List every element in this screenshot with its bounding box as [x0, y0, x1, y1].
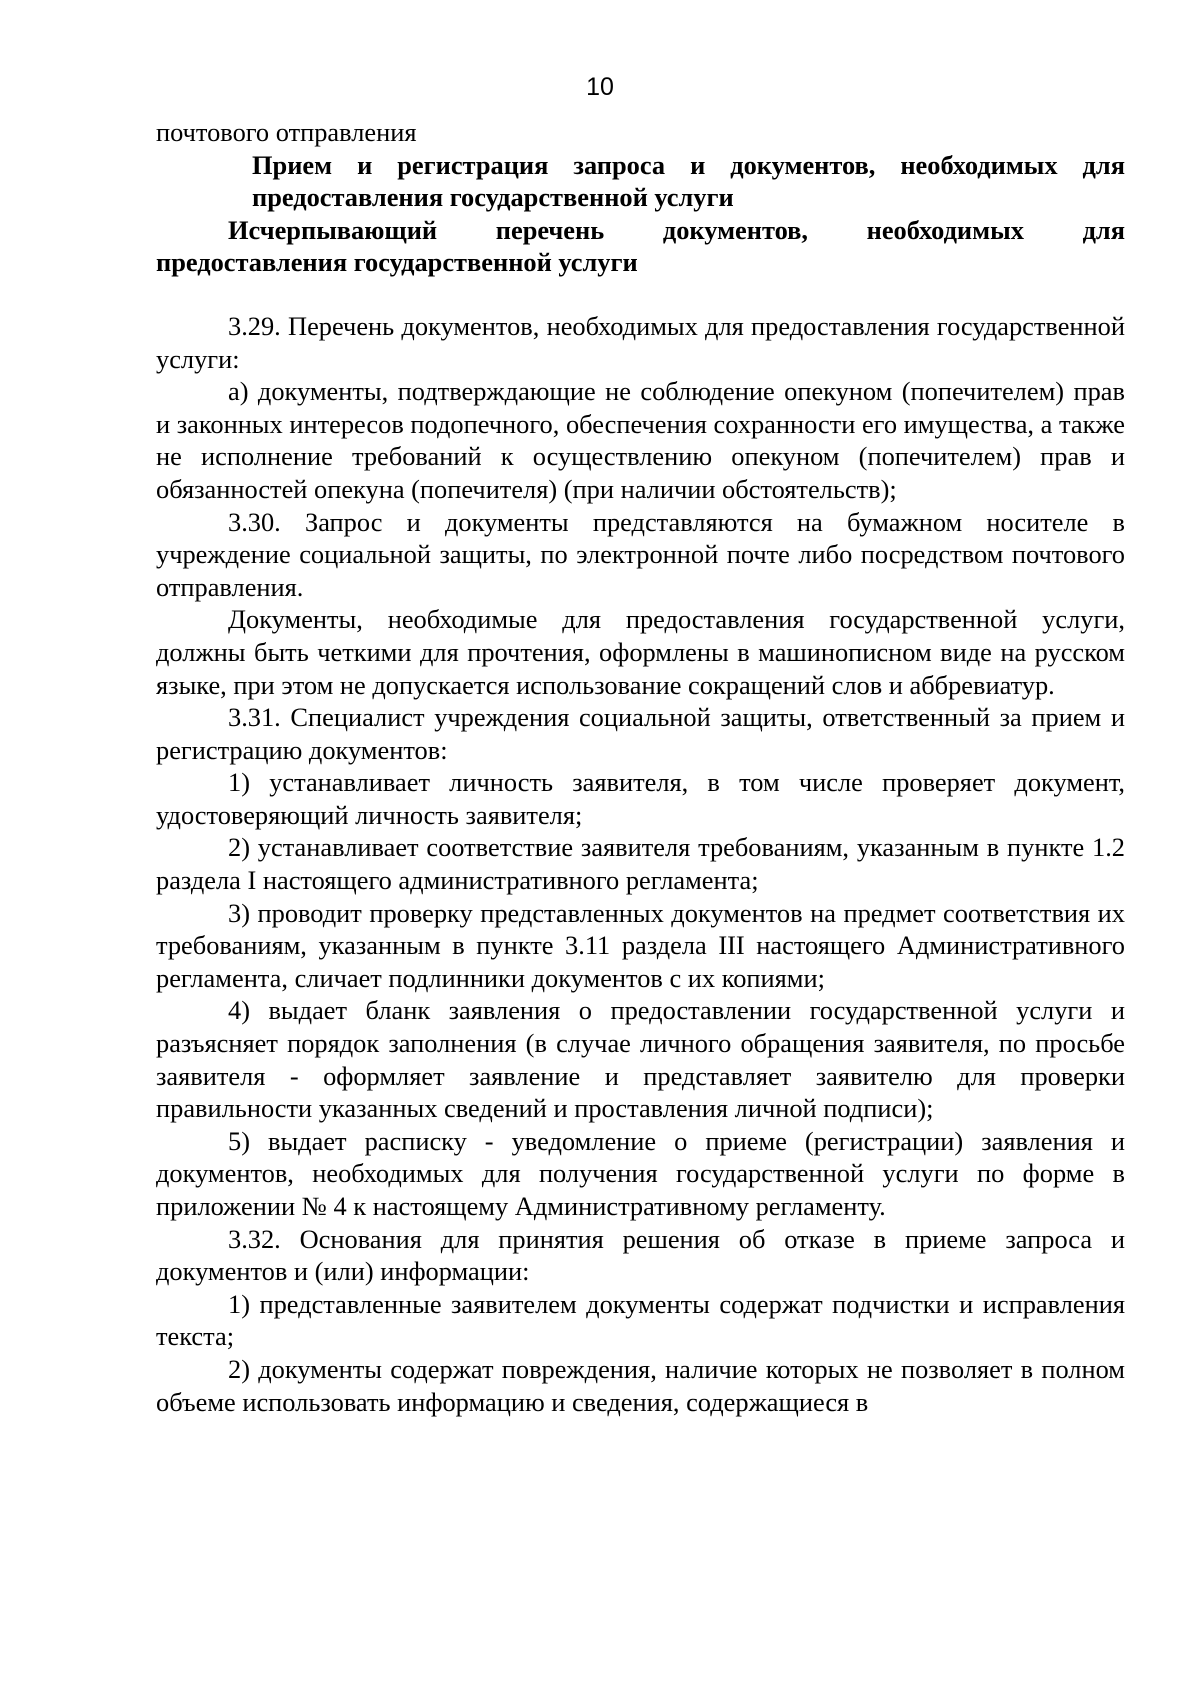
paragraph-3-29: 3.29. Перечень документов, необходимых для предоставления государственной услуги:	[156, 310, 1125, 374]
paragraph-3-32-item-1: 1) представленные заявителем документы содержат подчистки и исправления текста;	[156, 1288, 1125, 1352]
paragraph-3-31-item-1: 1) устанавливает личность заявителя, в том числе проверяет документ, удостоверяющий личность заявителя;	[156, 767, 1125, 830]
paragraph-3-30: 3.30. Запрос и документы представляются на бумажном носителе в учреждение социальной защиты, по электронной почте либо посредством почтового отправления.	[156, 506, 1125, 602]
carryover-text: почтового отправления	[156, 117, 417, 147]
subsection-heading	[156, 214, 1125, 279]
subsection-heading-line1: Исчерпывающий перечень документов, необходимых для	[228, 214, 1125, 245]
paragraph-3-31-item-3: 3) проводит проверку представленных документов на предмет соответствия их требованиям, указанным в пункте 3.11 раздела III настоящего Административного регламента, сличает подлинники документов с их копиями;	[156, 897, 1125, 993]
paragraph-3-31-item-4: 4) выдает бланк заявления о предоставлении государственной услуги и разъясняет порядок заполнения (в случае личного обращения заявителя, по просьбе заявителя - оформляет заявление и представляет заявителю для проверки правильности указанных сведений и проставления личной подписи);	[156, 995, 1125, 1124]
paragraph-3-32: 3.32. Основания для принятия решения об отказе в приеме запроса и документов и (или) информации:	[156, 1223, 1125, 1287]
paragraph-documents-requirements: Документы, необходимые для предоставления государственной услуги, должны быть четкими для прочтения, оформлены в машинописном виде на русском языке, при этом не допускается использование сокращений слов и аббревиатур.	[156, 604, 1125, 700]
subsection-heading-line2: предоставления государственной услуги	[156, 247, 638, 278]
paragraph-3-32-item-2: 2) документы содержат повреждения, наличие которых не позволяет в полном объеме использовать информацию и сведения, содержащиеся в	[156, 1353, 1125, 1417]
paragraph-3-31-item-2: 2) устанавливает соответствие заявителя требованиям, указанным в пункте 1.2 раздела I настоящего административного регламента;	[156, 832, 1125, 896]
paragraph-3-31: 3.31. Специалист учреждения социальной защиты, ответственный за прием и регистрацию документов:	[156, 702, 1125, 765]
page-number: 10	[586, 73, 614, 101]
document-body	[156, 116, 1125, 1418]
paragraph-3-31-item-5: 5) выдает расписку - уведомление о приеме (регистрации) заявления и документов, необходимых для получения государственной услуги по форме в приложении № 4 к настоящему Административному регламенту.	[156, 1125, 1125, 1221]
paragraph-item-a: а) документы, подтверждающие не соблюдение опекуном (попечителем) прав и законных интересов подопечного, обеспечения сохранности его имущества, а также не исполнение требований к осуществлению опекуном (попечителем) прав и обязанностей опекуна (попечителя) (при наличии обстоятельств);	[156, 376, 1125, 504]
section-heading: Прием и регистрация запроса и документов, необходимых для предоставления государственной услуги	[252, 149, 1125, 213]
